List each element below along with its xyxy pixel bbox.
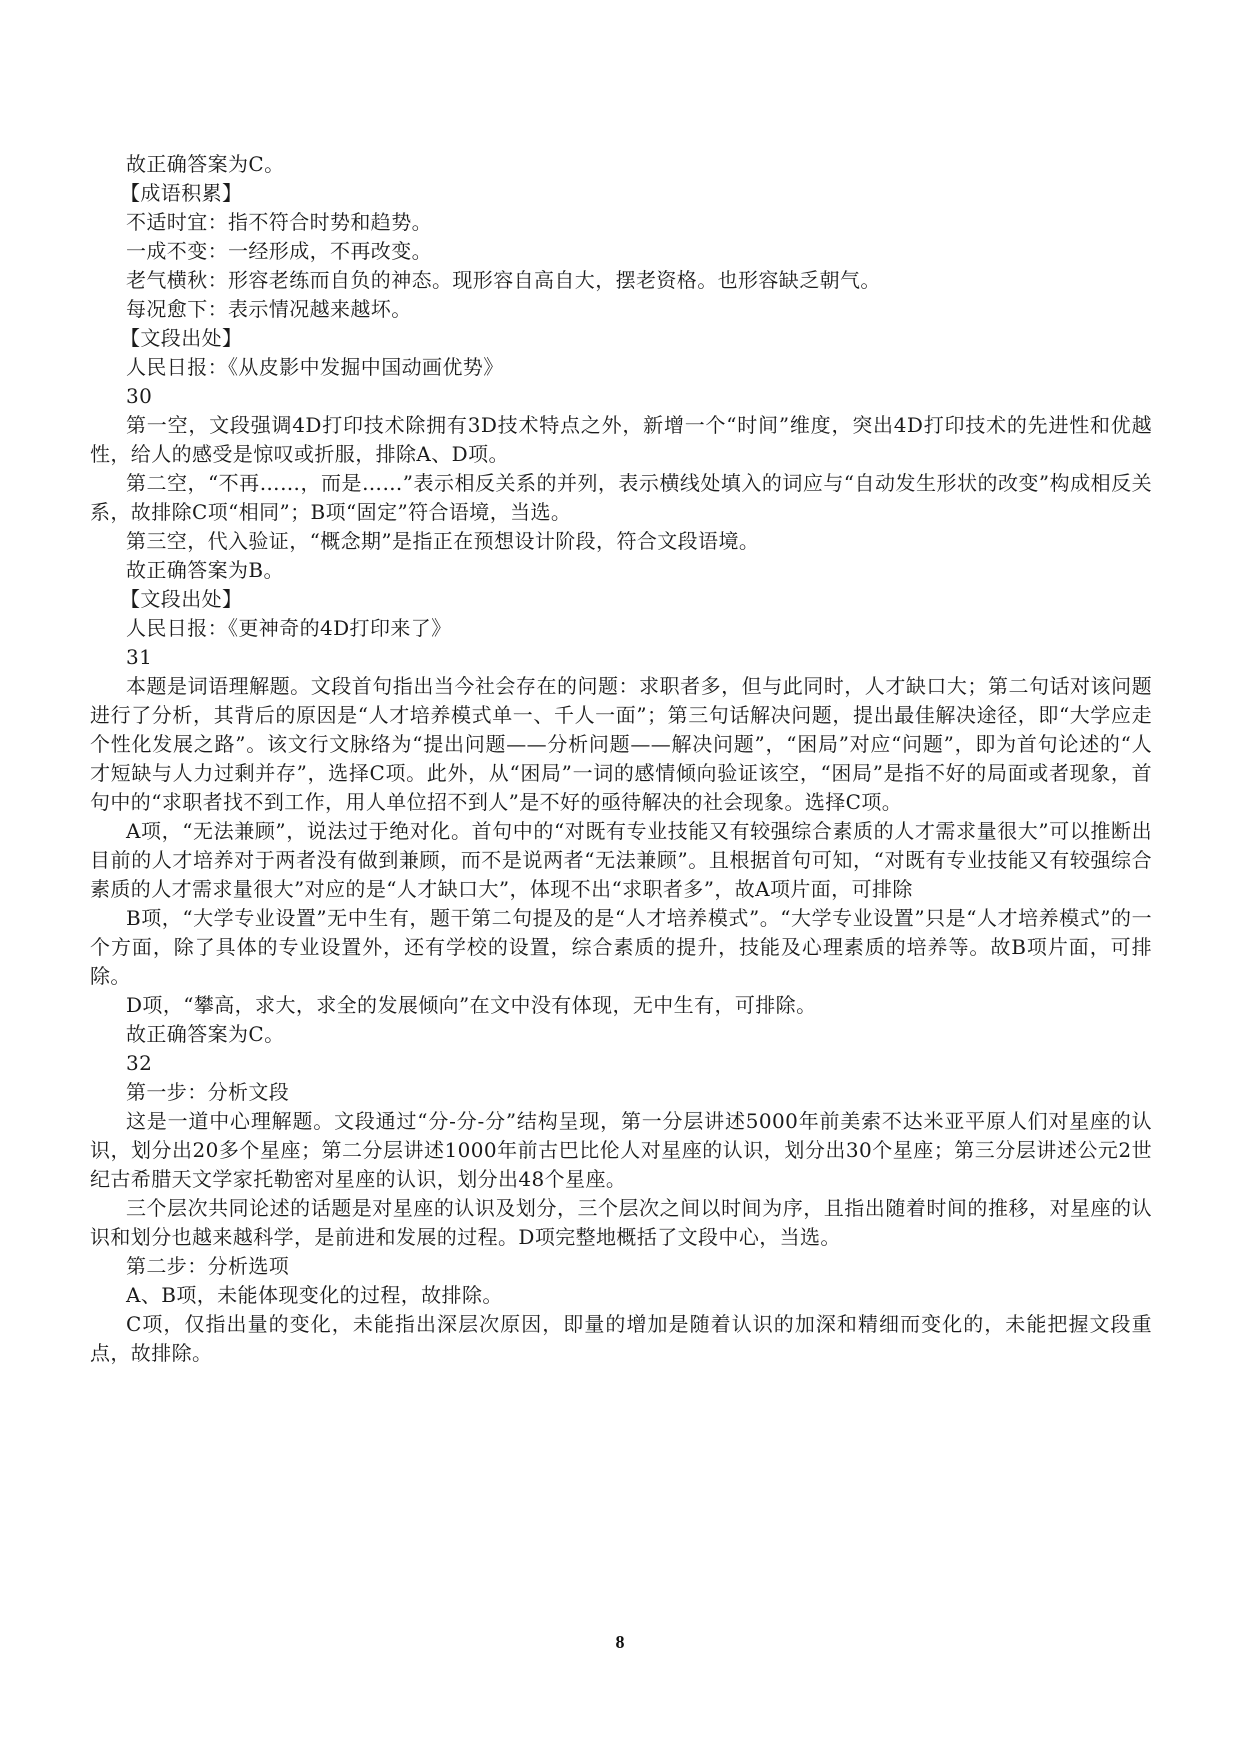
source-line: 人民日报：《从皮影中发掘中国动画优势》 [126, 355, 504, 379]
source-line: 人民日报：《更神奇的4D打印来了》 [126, 616, 452, 640]
option-analysis-line: A、B项，未能体现变化的过程，故排除。 [126, 1283, 503, 1307]
option-analysis-paragraph: C项，仅指出量的变化，未能指出深层次原因，即量的增加是随着认识的加深和精细而变化的，未能把握文段重点，故排除。 [90, 1312, 1152, 1365]
step-heading: 第一步：分析文段 [126, 1080, 290, 1104]
explanation-paragraph: 这是一道中心理解题。文段通过“分-分-分”结构呈现，第一分层讲述5000年前美索不达米亚平原人们对星座的认识，划分出20多个星座；第二分层讲述1000年前古巴比伦人对星座的认识，划分出30个星座；第三分层讲述公元2世纪古希腊天文学家托勒密对星座的认识，划分出48个星座。 [90, 1109, 1152, 1191]
idiom-entry: 老气横秋：形容老练而自负的神态。现形容自高自大，摆老资格。也形容缺乏朝气。 [126, 268, 881, 292]
idiom-entry: 每况愈下：表示情况越来越坏。 [126, 297, 412, 321]
answer-line: 故正确答案为C。 [126, 1022, 285, 1046]
explanation-line: 第三空，代入验证，“概念期”是指正在预想设计阶段，符合文段语境。 [126, 529, 760, 553]
question-number: 30 [126, 384, 153, 408]
section-heading-source: 【文段出处】 [120, 326, 243, 350]
document-page [90, 150, 1152, 1368]
option-analysis-paragraph: A项，“无法兼顾”，说法过于绝对化。首句中的“对既有专业技能又有较强综合素质的人才需求量很大”可以推断出目前的人才培养对于两者没有做到兼顾，而不是说两者“无法兼顾”。且根据首句可知，“对既有专业技能又有较强综合素质的人才需求量很大”对应的是“人才缺口大”，体现不出“求职者多”，故A项片面，可排除 [90, 819, 1152, 901]
option-analysis-paragraph: B项，“大学专业设置”无中生有，题干第二句提及的是“人才培养模式”。“大学专业设置”只是“人才培养模式”的一个方面，除了具体的专业设置外，还有学校的设置，综合素质的提升，技能及心理素质的培养等。故B项片面，可排除。 [90, 906, 1152, 988]
question-number: 31 [126, 645, 153, 669]
answer-line: 故正确答案为B。 [126, 558, 284, 582]
answer-line: 故正确答案为C。 [126, 152, 285, 176]
question-number: 32 [126, 1051, 153, 1075]
explanation-paragraph: 三个层次共同论述的话题是对星座的认识及划分，三个层次之间以时间为序，且指出随着时间的推移，对星座的认识和划分也越来越科学，是前进和发展的过程。D项完整地概括了文段中心，当选。 [90, 1196, 1152, 1249]
step-heading: 第二步：分析选项 [126, 1254, 290, 1278]
explanation-paragraph: 本题是词语理解题。文段首句指出当今社会存在的问题：求职者多，但与此同时，人才缺口大；第二句话对该问题进行了分析，其背后的原因是“人才培养模式单一、千人一面”；第三句话解决问题，提出最佳解决途径，即“大学应走个性化发展之路”。该文行文脉络为“提出问题——分析问题——解决问题”，“困局”对应“问题”，即为首句论述的“人才短缺与人力过剩并存”，选择C项。此外，从“困局”一词的感情倾向验证该空，“困局”是指不好的局面或者现象，首句中的“求职者找不到工作，用人单位招不到人”是不好的亟待解决的社会现象。选择C项。 [90, 674, 1152, 814]
page-number: 8 [615, 1632, 625, 1652]
idiom-entry: 不适时宜：指不符合时势和趋势。 [126, 210, 432, 234]
idiom-entry: 一成不变：一经形成，不再改变。 [126, 239, 432, 263]
explanation-paragraph: 第二空，“不再……，而是……”表示相反关系的并列，表示横线处填入的词应与“自动发生形状的改变”构成相反关系，故排除C项“相同”；B项“固定”符合语境，当选。 [90, 471, 1152, 524]
section-heading-source: 【文段出处】 [120, 587, 243, 611]
explanation-paragraph: 第一空，文段强调4D打印技术除拥有3D技术特点之外，新增一个“时间”维度，突出4D打印技术的先进性和优越性，给人的感受是惊叹或折服，排除A、D项。 [90, 413, 1152, 466]
option-analysis-line: D项，“攀高，求大，求全的发展倾向”在文中没有体现，无中生有，可排除。 [126, 993, 817, 1017]
section-heading-idioms: 【成语积累】 [120, 181, 243, 205]
